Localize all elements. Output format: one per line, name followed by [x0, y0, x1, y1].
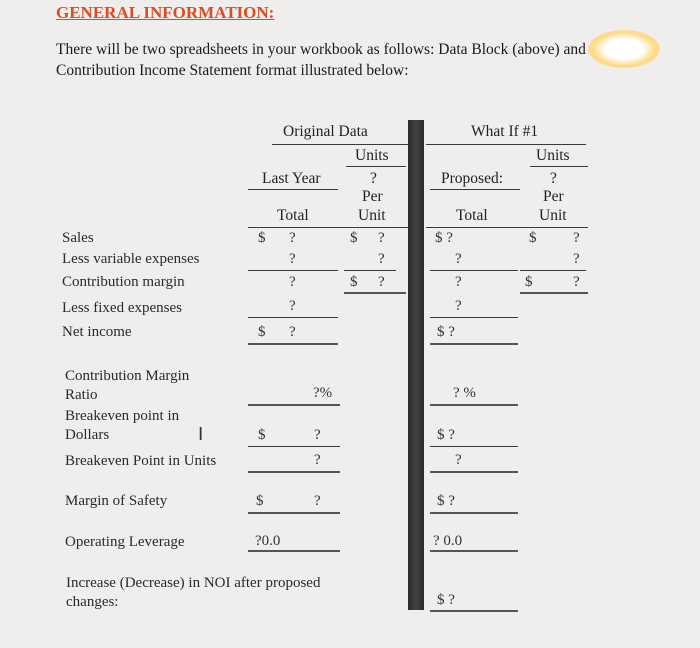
cm-ratio-right: ? %: [453, 385, 476, 401]
header-units-right-value: ?: [550, 170, 557, 187]
net-dollar-left: $: [258, 324, 266, 340]
intro-line-2: Contribution Income Statement format illustrated below:: [56, 62, 409, 79]
intro-line-1: There will be two spreadsheets in your workbook as follows: Data Block (above) and: [56, 41, 586, 58]
double-rule: [430, 404, 518, 406]
sales-unit-left: ?: [378, 230, 385, 246]
fixed-total-right: ?: [455, 298, 462, 314]
double-rule: [430, 471, 518, 473]
row-label-contribution-margin: Contribution margin: [62, 274, 185, 290]
cm-total-right: ?: [455, 274, 462, 290]
rule: [430, 446, 518, 447]
double-rule: [430, 550, 518, 552]
var-unit-left: ?: [378, 251, 385, 267]
header-per-left: Per: [362, 188, 383, 205]
noi-change-right: $ ?: [437, 592, 455, 608]
cm-total-left: ?: [289, 274, 296, 290]
rule: [344, 270, 396, 271]
bep-left: ?: [314, 427, 321, 443]
rule: [426, 144, 586, 145]
rule: [248, 189, 338, 190]
double-rule: [248, 404, 340, 406]
rule: [248, 270, 338, 271]
ol-right: ? 0.0: [433, 533, 463, 549]
header-per-right: Per: [543, 188, 564, 205]
header-proposed: Proposed:: [441, 170, 503, 187]
double-rule: [430, 512, 518, 514]
bep-right: $ ?: [437, 427, 455, 443]
row-label-bep-dollars-2: Dollars: [65, 427, 110, 443]
screen-glare: [588, 30, 660, 68]
header-units-left-value: ?: [370, 170, 377, 187]
bepu-right: ?: [455, 452, 462, 468]
rule: [430, 270, 518, 271]
ol-left: ?0.0: [255, 533, 281, 549]
double-rule: [248, 550, 340, 552]
rule: [346, 166, 406, 167]
row-label-margin-of-safety: Margin of Safety: [65, 493, 168, 509]
cm-unit-left: ?: [378, 274, 385, 290]
row-label-net-income: Net income: [62, 324, 132, 340]
double-rule: [344, 292, 406, 294]
rule: [430, 317, 518, 318]
mos-left: ?: [314, 493, 321, 509]
cm-ratio-left: ?%: [313, 385, 333, 401]
row-label-noi-change-1: Increase (Decrease) in NOI after proposed: [66, 575, 321, 591]
row-label-operating-leverage: Operating Leverage: [65, 534, 185, 550]
rule: [272, 144, 408, 145]
heading: GENERAL INFORMATION:: [56, 3, 275, 22]
var-total-right: ?: [455, 251, 462, 267]
row-label-cm-ratio-2: Ratio: [65, 387, 98, 403]
rule: [520, 270, 586, 271]
var-total-left: ?: [289, 251, 296, 267]
header-what-if: What If #1: [471, 123, 539, 140]
mos-dollar-left: $: [256, 493, 264, 509]
double-rule: [248, 512, 340, 514]
row-label-less-variable: Less variable expenses: [62, 251, 200, 267]
header-unit-right: Unit: [539, 207, 567, 224]
sales-dollar-left: $: [258, 230, 266, 246]
rule: [530, 166, 588, 167]
rule: [248, 446, 340, 447]
header-unit-left: Unit: [358, 207, 386, 224]
sales-unit-dollar-right: $: [529, 230, 537, 246]
rule: [248, 317, 338, 318]
sales-total-right: $ ?: [435, 230, 453, 246]
var-unit-right: ?: [573, 251, 580, 267]
sales-unit-dollar-left: $: [350, 230, 358, 246]
double-rule: [248, 343, 338, 345]
mos-right: $ ?: [437, 493, 455, 509]
cm-unit-right: ?: [573, 274, 580, 290]
header-total-left: Total: [277, 207, 309, 224]
cm-unit-dollar-left: $: [350, 274, 358, 290]
double-rule: [520, 292, 588, 294]
row-label-less-fixed: Less fixed expenses: [62, 300, 182, 316]
header-units-left: Units: [355, 147, 389, 164]
text-cursor-icon: I: [198, 424, 204, 445]
header-units-right: Units: [536, 147, 570, 164]
double-rule: [430, 610, 518, 612]
header-total-right: Total: [456, 207, 488, 224]
net-total-right: $ ?: [437, 324, 455, 340]
row-label-cm-ratio-1: Contribution Margin: [65, 368, 190, 384]
header-last-year: Last Year: [262, 170, 321, 187]
cm-unit-dollar-right: $: [525, 274, 533, 290]
row-label-noi-change-2: changes:: [66, 594, 119, 610]
rule: [248, 227, 408, 228]
sales-unit-right: ?: [573, 230, 580, 246]
header-original-data: Original Data: [283, 123, 368, 140]
sales-total-left: ?: [289, 230, 296, 246]
bepu-left: ?: [314, 452, 321, 468]
net-total-left: ?: [289, 324, 296, 340]
row-label-bep-units: Breakeven Point in Units: [65, 453, 217, 469]
rule: [426, 227, 588, 228]
row-label-bep-dollars-1: Breakeven point in: [65, 408, 180, 424]
double-rule: [248, 471, 340, 473]
double-rule: [430, 343, 518, 345]
bep-dollar-left: $: [258, 427, 266, 443]
column-divider-bar: [408, 120, 424, 610]
row-label-sales: Sales: [62, 230, 94, 246]
fixed-total-left: ?: [289, 298, 296, 314]
rule: [430, 189, 520, 190]
